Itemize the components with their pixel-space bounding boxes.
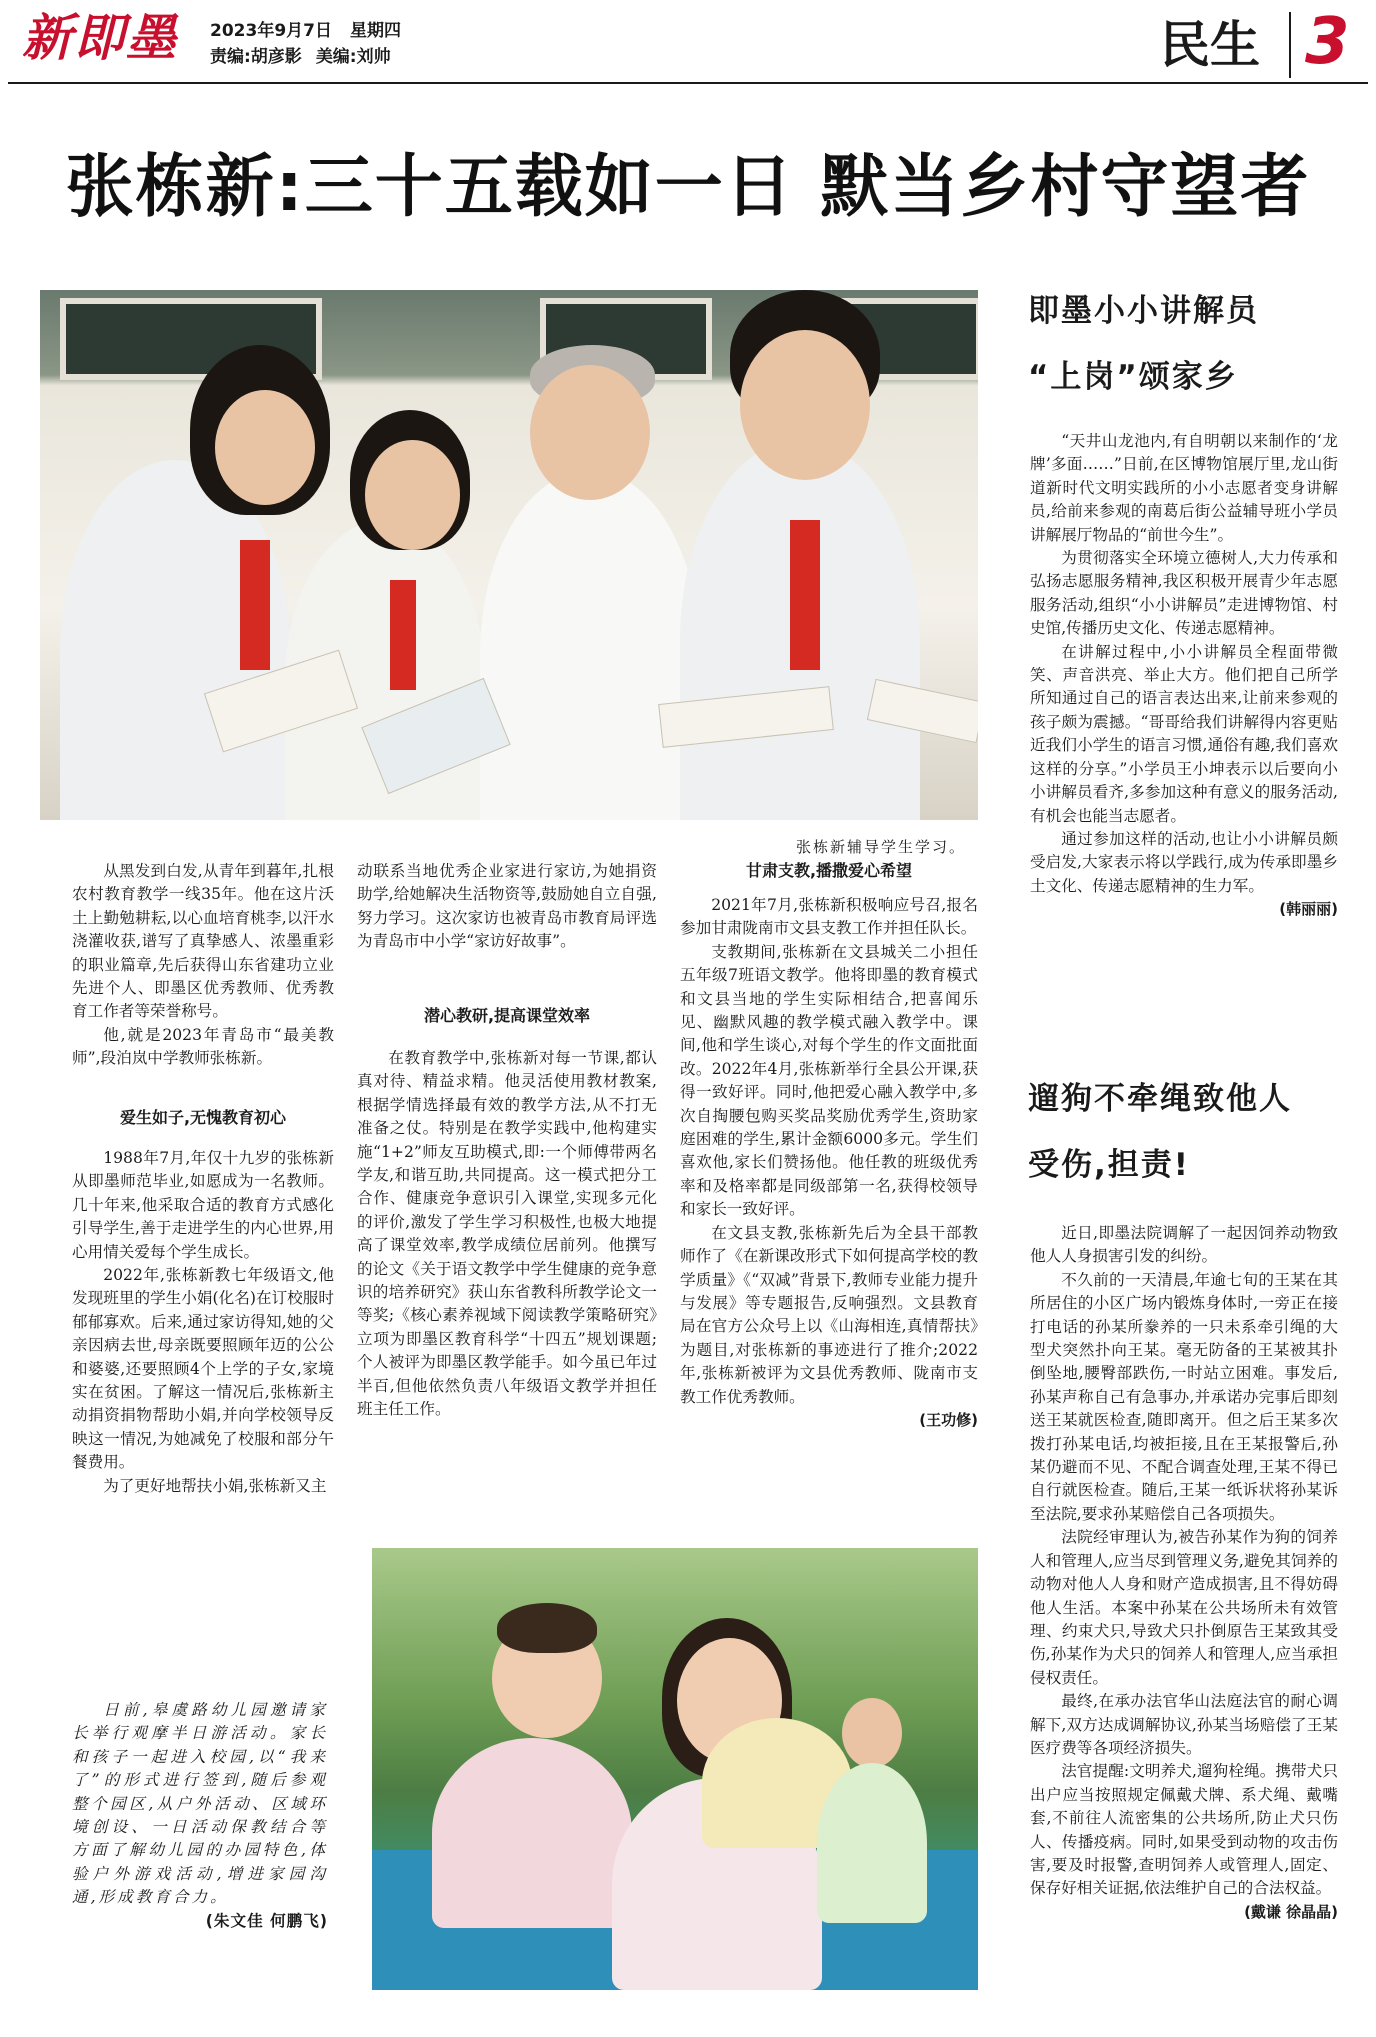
- article-col1-intro: [72, 860, 334, 1071]
- subhead-1: 爱生如子,无愧教育初心: [119, 1108, 287, 1127]
- weekday: 星期四: [349, 21, 401, 41]
- side2-paragraph: 不久前的一天清晨,年逾七旬的王某在其所居住的小区广场内锻炼身体时,一旁正在接打电话的孙某所豢养的一只未系牵引绳的大型犬突然扑向王某。毫无防备的王某被其扑倒坠地,腰臀部跌伤,一时站立困难。事发后,孙某声称自己有急事办,并承诺办完事后即刻送王某就医检查,随即离开。但之后王某多次拨打孙某电话,均被拒接,且在王某报警后,孙某仍避而不见、不配合调查处理,王某不得已自行就医检查。随后,王某一纸诉状将孙某诉至法院,要求孙某赔偿自己各项损失。: [1030, 1270, 1338, 1523]
- section-name: 民生: [1160, 16, 1260, 74]
- byline: (王功修): [919, 1410, 978, 1429]
- kindergarten-photo: [372, 1548, 978, 1990]
- issue-date: [210, 20, 419, 42]
- side1-title-line2: “上岗”颂家乡: [1028, 359, 1238, 395]
- art-editor: 美编:刘帅: [315, 47, 391, 67]
- subhead-2: 潜心教研,提高课堂效率: [423, 1006, 591, 1025]
- side2-paragraph: 近日,即墨法院调解了一起因饲养动物致他人人身损害引发的纠纷。: [1030, 1224, 1338, 1266]
- editor: 责编:胡彦影: [210, 47, 302, 67]
- header-rule: [8, 82, 1368, 84]
- side2-title-line2: 受伤,担责!: [1028, 1147, 1190, 1183]
- article-col2-top: [357, 860, 657, 954]
- article-col1-body: [72, 1147, 334, 1498]
- photo2-caption-text: 日前,皋虞路幼儿园邀请家长举行观摩半日游活动。家长和孩子一起进入校园,以“我来了”的形式进行签到,随后参观整个园区,从户外活动、区域环境创设、一日活动保教结合等方面了解幼儿园的办园特色,体验户外游戏活动,增进家园沟通,形成教育合力。: [72, 1701, 328, 1907]
- body-paragraph: 支教期间,张栋新在文县城关二小担任五年级7班语文教学。他将即墨的教育模式和文县当地的学生实际相结合,把喜闻乐见、幽默风趣的教学模式融入教学中。课间,他和学生谈心,对每个学生的作文面批面改。2022年4月,张栋新举行全县公开课,获得一致好评。同时,他把爱心融入教学中,多次自掏腰包购买奖品奖励优秀学生,资助家庭困难的学生,累计金额6000多元。学生们喜欢他,家长们赞扬他。他任教的班级优秀率和及格率都是同级部第一名,获得校领导和家长一致好评。: [680, 942, 978, 1219]
- side1-paragraph: 为贯彻落实全环境立德树人,大力传承和弘扬志愿服务精神,我区积极开展青少年志愿服务活动,组织“小小讲解员”走进博物馆、村史馆,传播历史文化、传递志愿精神。: [1030, 549, 1338, 638]
- teacher-students-photo: [40, 290, 978, 820]
- editors: [210, 46, 405, 68]
- body-paragraph: 2022年,张栋新教七年级语文,他发现班里的学生小娟(化名)在订校服时郁郁寡欢。后来,通过家访得知,她的父亲因病去世,母亲既要照顾年迈的公公和婆婆,还要照顾4个上学的子女,家境实在贫困。了解这一情况后,张栋新主动捐资捐物帮助小娟,并向学校领导反映这一情况,为她减免了校服和部分午餐费用。: [72, 1266, 334, 1472]
- side2-title-line1: 遛狗不牵绳致他人: [1028, 1081, 1292, 1117]
- body-paragraph: 2021年7月,张栋新积极响应号召,报名参加甘肃陇南市文县支教工作并担任队长。: [680, 896, 978, 938]
- side2-paragraph: 法院经审理认为,被告孙某作为狗的饲养人和管理人,应当尽到管理义务,避免其饲养的动物对他人人身和财产造成损害,且不得妨碍他人生活。本案中孙某在公共场所未有效管理、约束犬只,导致犬只扑倒原告王某致其受伤,孙某作为犬只的饲养人和管理人,应当承担侵权责任。: [1030, 1528, 1338, 1687]
- subhead-3: 甘肃支教,播撒爱心希望: [745, 861, 913, 880]
- side1-paragraph: 在讲解过程中,小小讲解员全程面带微笑、声音洪亮、举止大方。他们把自己所学所知通过自己的语言表达出来,让前来参观的孩子颇为震撼。“哥哥给我们讲解得内容更贴近我们小学生的语言习惯,通俗有趣,我们喜欢这样的分享。”小学员王小坤表示以后要向小小讲解员看齐,多参加这种有意义的服务活动,有机会也能当志愿者。: [1030, 642, 1338, 825]
- body-paragraph: 1988年7月,年仅十九岁的张栋新从即墨师范毕业,如愿成为一名教师。几十年来,他采取合适的教育方式感化引导学生,善于走进学生的内心世界,用心用情关爱每个学生成长。: [72, 1149, 334, 1261]
- masthead-logo: 新即墨: [22, 8, 178, 67]
- article-col3-body: [680, 894, 978, 1432]
- main-headline: 张栋新:三十五载如一日 默当乡村守望者: [65, 148, 1311, 227]
- body-paragraph: 在文县支教,张栋新先后为全县干部教师作了《在新课改形式下如何提高学校的教学质量》《“双减”背景下,教师专业能力提升与发展》等专题报告,反响强烈。文县教育局在官方公众号上以《山海相连,真情帮扶》为题目,对张栋新的事迹进行了推介;2022年,张栋新被评为文县优秀教师、陇南市支教工作优秀教师。: [680, 1223, 978, 1406]
- body-paragraph: 为了更好地帮扶小娟,张栋新又主: [103, 1476, 327, 1495]
- side2-paragraph: 法官提醒:文明养犬,遛狗栓绳。携带犬只出户应当按照规定佩戴犬牌、系犬绳、戴嘴套,不前往人流密集的公共场所,防止犬只伤人、传播疫病。同时,如果受到动物的攻击伤害,要及时报警,查明饲养人或管理人,固定、保存好相关证据,依法维护自己的合法权益。: [1030, 1762, 1338, 1898]
- photo2-caption: [72, 1699, 328, 1933]
- photo1-caption: 张栋新辅导学生学习。: [796, 838, 967, 856]
- side2-body: [1030, 1222, 1338, 1924]
- side2-paragraph: 最终,在承办法官华山法庭法官的耐心调解下,双方达成调解协议,孙某当场赔偿了王某医疗费等各项经济损失。: [1030, 1692, 1338, 1757]
- side1-body: [1030, 430, 1338, 922]
- header-divider: [1289, 12, 1291, 78]
- body-paragraph: 在教育教学中,张栋新对每一节课,都认真对待、精益求精。他灵活使用教材教案,根据学情选择最有效的教学方法,从不打无准备之仗。特别是在教学实践中,他构建实施“1+2”师友互助模式,即:一个师傅带两名学友,和谐互助,共同提高。这一模式把分工合作、健康竞争意识引入课堂,实现多元化的评价,激发了学生学习积极性,也极大地提高了课堂效率,教学成绩位居前列。他撰写的论文《关于语文教学中学生健康的竞争意识的培养研究》获山东省教科所教学论文一等奖;《核心素养视域下阅读教学策略研究》立项为即墨区教育科学“十四五”规划课题;个人被评为即墨区教学能手。如今虽已年过半百,但他依然负责八年级语文教学并担任班主任工作。: [357, 1049, 657, 1419]
- article-col2-body: [357, 1047, 657, 1422]
- intro-paragraph: 他,就是2023年青岛市“最美教师”,段泊岚中学教师张栋新。: [72, 1025, 334, 1068]
- side1-paragraph: “天井山龙池内,有自明朝以来制作的‘龙牌’多面……”日前,在区博物馆展厅里,龙山街道新时代文明实践所的小小志愿者变身讲解员,给前来参观的南葛后街公益辅导班小学员讲解展厅物品的“前世今生”。: [1030, 432, 1338, 544]
- date: 2023年9月7日: [210, 21, 332, 41]
- photo2-byline: (朱文佳 何鹏飞): [205, 1911, 328, 1930]
- page-number: 3: [1305, 5, 1350, 79]
- side1-title-line1: 即墨小小讲解员: [1028, 293, 1259, 329]
- body-paragraph: 动联系当地优秀企业家进行家访,为她捐资助学,给她解决生活物资等,鼓励她自立自强,努力学习。这次家访也被青岛市教育局评选为青岛市中小学“家访好故事”。: [357, 862, 657, 951]
- side1-paragraph: 通过参加这样的活动,也让小小讲解员颇受启发,大家表示将以学践行,成为传承即墨乡土文化、传递志愿精神的生力军。: [1030, 829, 1338, 895]
- intro-paragraph: 从黑发到白发,从青年到暮年,扎根农村教育教学一线35年。他在这片沃土上勤勉耕耘,以心血培育桃李,以汗水浇灌收获,谱写了真挚感人、浓墨重彩的职业篇章,先后获得山东省建功立业先进个人、即墨区优秀教师、优秀教育工作者等荣誉称号。: [72, 862, 334, 1021]
- side1-byline: (韩丽丽): [1279, 900, 1338, 919]
- side2-byline: (戴谦 徐晶晶): [1244, 1902, 1338, 1921]
